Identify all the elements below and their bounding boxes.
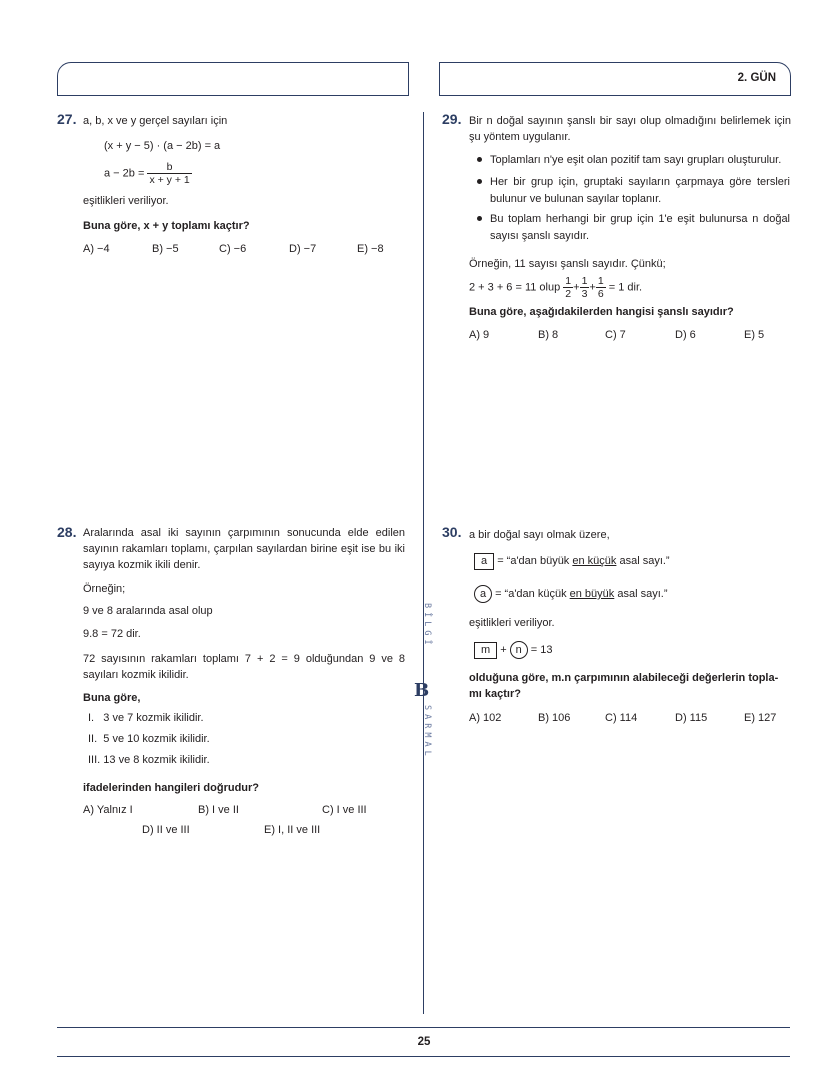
side-brand-top — [421, 603, 432, 653]
option-c[interactable]: C) −6 — [219, 243, 247, 255]
question-number: 30. — [442, 524, 462, 540]
equation-2 — [104, 161, 192, 186]
fraction-denominator: x + y + 1 — [149, 174, 190, 186]
plus-sign: + — [573, 281, 580, 294]
option-b[interactable]: B) 8 — [538, 329, 559, 341]
statement-3: III. 13 ve 8 kozmik ikilidir. — [88, 754, 210, 766]
equation-plus: + — [500, 644, 507, 656]
equation-rhs: = 13 — [530, 644, 553, 656]
option-e[interactable]: E) 127 — [744, 712, 777, 724]
question-text: Buna göre, aşağıdakilerden hangisi şanslı sayıdır? — [469, 306, 734, 318]
column-divider — [423, 112, 424, 1014]
example-eq-lead: 2 + 3 + 6 = 11 olup — [469, 281, 561, 294]
option-a[interactable]: A) 102 — [469, 712, 502, 724]
question-text-line-2: mı kaçtır? — [469, 688, 521, 700]
plus-sign: + — [589, 281, 596, 294]
question-lead: Buna göre, — [83, 692, 141, 704]
option-c[interactable]: C) 7 — [605, 329, 626, 341]
example-label: Örneğin; — [83, 583, 126, 595]
question-number: 29. — [442, 111, 462, 127]
side-brand-bottom — [421, 705, 432, 764]
bullet-icon — [477, 179, 482, 184]
option-e[interactable]: E) −8 — [357, 243, 384, 255]
header-box-left — [57, 62, 409, 96]
question-text: ifadelerinden hangileri doğrudur? — [83, 782, 260, 794]
equation-1: (x + y − 5) · (a − 2b) = a — [104, 140, 221, 152]
box-symbol: a — [474, 553, 494, 570]
given-equation — [474, 641, 553, 659]
option-d[interactable]: D) 115 — [675, 712, 708, 724]
box-def-underlined: en küçük — [572, 555, 617, 567]
footer-line-top — [57, 1027, 790, 1028]
equation-box-m: m — [474, 642, 497, 659]
option-c[interactable]: C) I ve III — [322, 804, 367, 816]
footer-line-bottom — [57, 1056, 790, 1057]
box-definition — [474, 553, 670, 570]
brand-bottom-text: SARMAL — [422, 705, 432, 760]
page-number: 25 — [417, 1036, 431, 1048]
circle-def-underlined: en büyük — [569, 588, 615, 600]
fraction-denominator: 2 — [565, 288, 572, 300]
bullet-2: Her bir grup için, gruptaki sayıların çarpmaya göre tersleri bulunur ve bulunan sayılar toplanır. — [490, 176, 790, 205]
given-text: eşitlikleri veriliyor. — [83, 195, 169, 207]
fraction-sixth — [596, 275, 606, 300]
option-b[interactable]: B) I ve II — [198, 804, 239, 816]
example-eq-tail: = 1 dir. — [608, 281, 643, 294]
example-line-2: 9.8 = 72 dir. — [83, 628, 141, 640]
fraction-third — [580, 275, 590, 300]
option-b[interactable]: B) −5 — [152, 243, 179, 255]
option-d[interactable]: D) −7 — [289, 243, 317, 255]
bullet-1: Toplamları n'ye eşit olan pozitif tam sayı grupları oluşturulur. — [490, 154, 782, 166]
option-b[interactable]: B) 106 — [538, 712, 571, 724]
brand-logo-icon: B — [414, 680, 430, 701]
question-intro: a, b, x ve y gerçel sayıları için — [83, 115, 228, 127]
option-c[interactable]: C) 114 — [605, 712, 638, 724]
header-box-right — [439, 62, 791, 96]
option-d[interactable]: D) II ve III — [142, 824, 190, 836]
question-number: 27. — [57, 111, 77, 127]
example-text: Örneğin, 11 sayısı şanslı sayıdır. Çünkü; — [469, 258, 666, 270]
equation-circle-n: n — [510, 641, 528, 659]
statement-1: I. 3 ve 7 kozmik ikilidir. — [88, 712, 204, 724]
question-intro: Bir n doğal sayının şanslı bir sayı olup olmadığını belirlemek için şu yöntem uygulanır. — [469, 115, 791, 143]
day-label: 2. GÜN — [737, 72, 776, 84]
option-d[interactable]: D) 6 — [675, 329, 696, 341]
option-e[interactable]: E) I, II ve III — [264, 824, 321, 836]
fraction-numerator: 1 — [581, 275, 588, 287]
example-equation — [469, 275, 642, 300]
question-text: Buna göre, x + y toplamı kaçtır? — [83, 220, 250, 232]
option-a[interactable]: A) Yalnız I — [83, 804, 133, 816]
option-e[interactable]: E) 5 — [744, 329, 765, 341]
equation-2-lhs: a − 2b = — [104, 167, 145, 180]
brand-top-text: BİLGİ — [422, 603, 432, 649]
box-def-pre: = “a'dan büyük — [497, 555, 570, 567]
bullet-3: Bu toplam herhangi bir grup için 1'e eşit bulunursa n doğal sayısı şanslı sayıdır. — [490, 213, 790, 242]
question-intro: a bir doğal sayı olmak üzere, — [469, 529, 610, 541]
fraction-numerator: b — [166, 161, 173, 173]
bullet-icon — [477, 157, 482, 162]
fraction-numerator: 1 — [597, 275, 604, 287]
example-line-1: 9 ve 8 aralarında asal olup — [83, 605, 213, 617]
question-text-line-1: olduğuna göre, m.n çarpımının alabileceği değerlerin topla- — [469, 672, 779, 684]
circle-definition — [474, 585, 668, 603]
fraction-denominator: 6 — [597, 288, 604, 300]
question-number: 28. — [57, 524, 77, 540]
option-a[interactable]: A) 9 — [469, 329, 490, 341]
fraction-half — [563, 275, 573, 300]
given-text: eşitlikleri veriliyor. — [469, 617, 555, 629]
statement-2: II. 5 ve 10 kozmik ikilidir. — [88, 733, 210, 745]
circle-symbol: a — [474, 585, 492, 603]
question-intro: Aralarında asal iki sayının çarpımının sonucunda elde edilen sayının rakamları toplamı, çarpılan sayılardan birine eşit ise bu iki sayıya kozmik ikili denir. — [83, 527, 405, 571]
circle-def-post: asal sayı.” — [617, 588, 668, 600]
box-def-post: asal sayı.” — [619, 555, 670, 567]
equation-2-fraction — [147, 161, 191, 186]
fraction-denominator: 3 — [581, 288, 588, 300]
example-line-3: 72 sayısının rakamları toplamı 7 + 2 = 9 olduğundan 9 ve 8 sayıları kozmik ikilidir. — [83, 653, 405, 681]
option-a[interactable]: A) −4 — [83, 243, 110, 255]
bullet-icon — [477, 216, 482, 221]
fraction-numerator: 1 — [565, 275, 572, 287]
circle-def-pre: = “a'dan küçük — [495, 588, 567, 600]
